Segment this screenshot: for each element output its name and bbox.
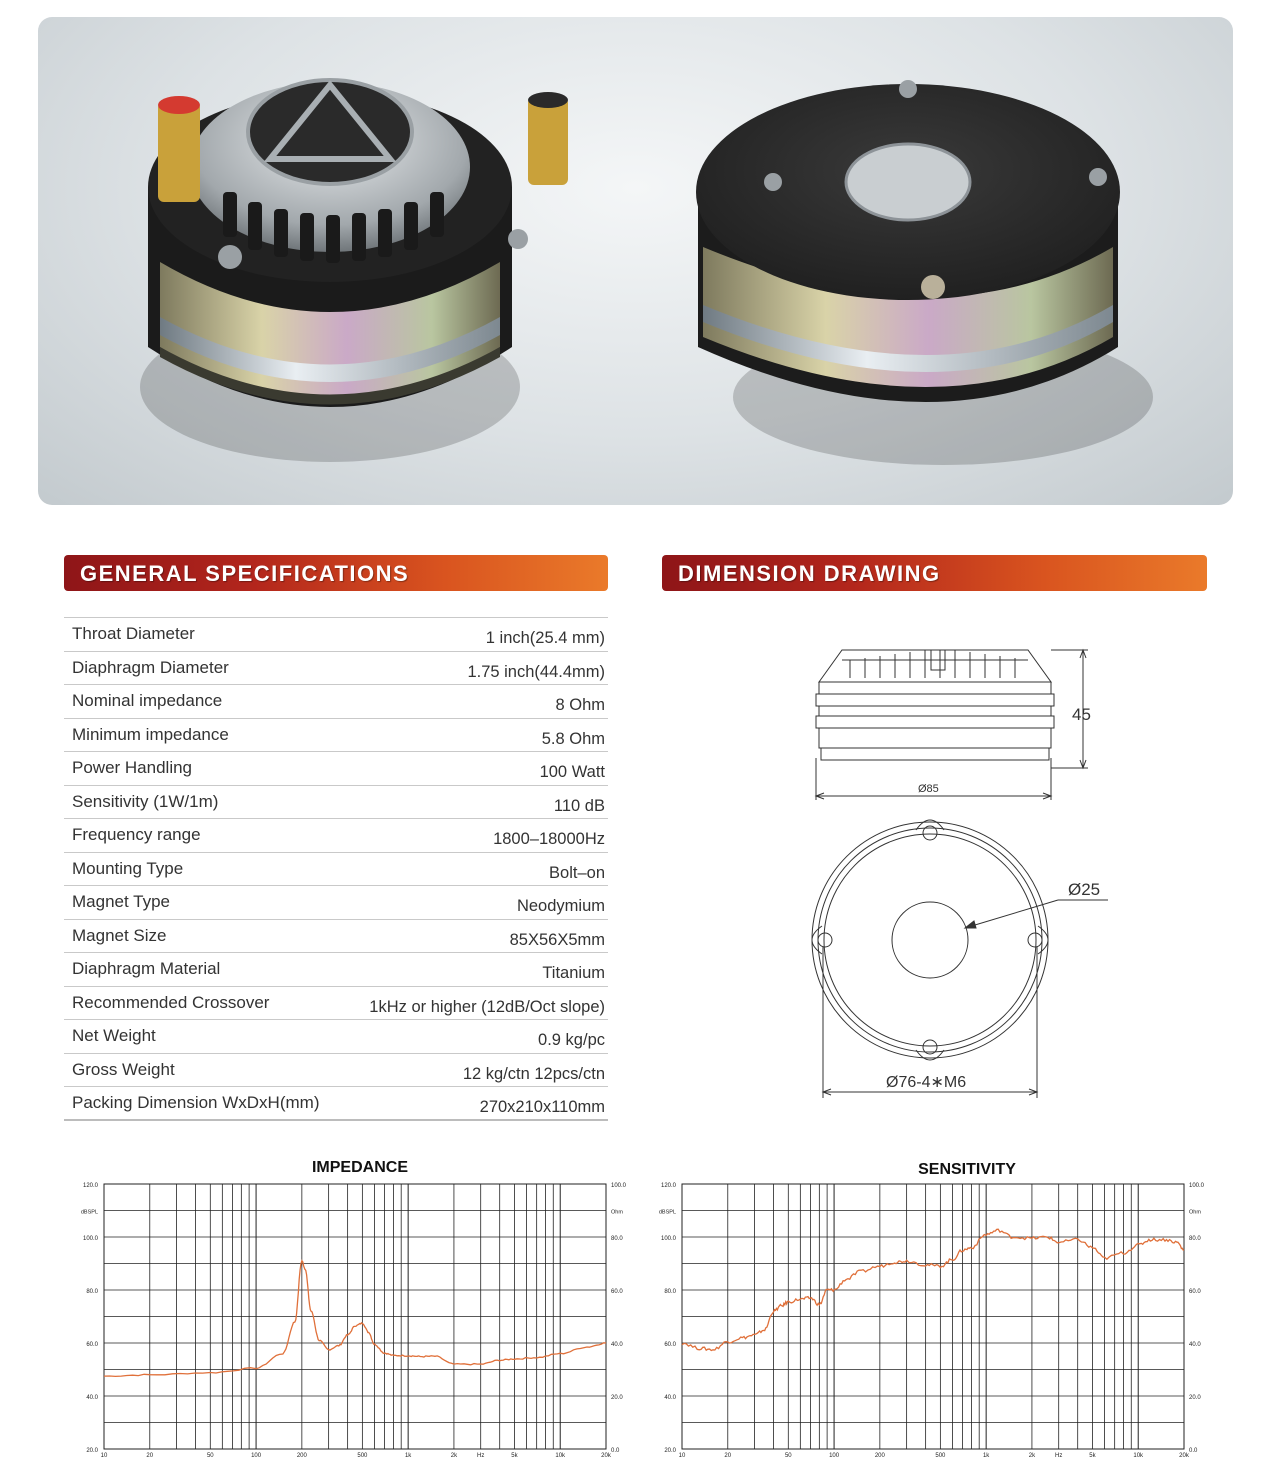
spec-value: 12 kg/ctn 12pcs/ctn: [462, 1064, 605, 1083]
y-tick-left: 120.0: [660, 1183, 676, 1189]
y-tick-right: 60.0: [1189, 1289, 1201, 1295]
impedance-chart-title: IMPEDANCE: [311, 1159, 408, 1176]
y-tick-left: 60.0: [664, 1342, 676, 1348]
top-view-outline: [812, 820, 1108, 1098]
dimension-drawing: [790, 630, 1130, 1110]
height-label: 45: [1072, 705, 1091, 724]
spec-label: Magnet Type: [72, 892, 170, 911]
x-tick: 20k: [1179, 1453, 1189, 1459]
x-tick: 100: [251, 1453, 262, 1459]
x-tick: 200: [296, 1453, 307, 1459]
spec-row: [64, 786, 608, 820]
spec-row: [64, 719, 608, 753]
x-tick: 5k: [511, 1453, 518, 1459]
y-tick-left: 40.0: [86, 1395, 98, 1401]
spec-label: Power Handling: [72, 758, 193, 777]
spec-label: Recommended Crossover: [72, 992, 270, 1012]
impedance-chart: [70, 1177, 640, 1459]
driver-front-image: [140, 80, 568, 462]
spec-row: [64, 853, 608, 887]
spec-value: 1800–18000Hz: [493, 830, 605, 848]
y-tick-right: 0.0: [611, 1448, 620, 1454]
x-tick: 5k: [1089, 1453, 1096, 1459]
spec-label: Sensitivity (1W/1m): [72, 791, 219, 811]
spec-row: [64, 819, 608, 853]
spec-value: 270x210x110mm: [479, 1098, 605, 1116]
y-tick-left: 100.0: [660, 1236, 676, 1242]
product-photo-banner: [38, 17, 1233, 505]
y-tick-left: 120.0: [82, 1183, 98, 1189]
spec-row: [64, 920, 608, 954]
y-tick-right: 40.0: [611, 1342, 623, 1348]
x-tick: 1k: [982, 1453, 990, 1459]
y-tick-left: 80.0: [86, 1289, 98, 1295]
y-tick-left: 60.0: [86, 1342, 98, 1348]
spec-value: 8 Ohm: [555, 696, 605, 714]
y-tick-right: 20.0: [1189, 1395, 1201, 1401]
x-tick: 200: [874, 1453, 885, 1459]
spec-label: Minimum impedance: [72, 724, 229, 744]
spec-value: Neodymium: [516, 897, 605, 915]
spec-value: 1 inch(25.4 mm): [485, 629, 605, 647]
dimension-drawing-header: DIMENSION DRAWING: [662, 555, 1207, 591]
spec-label: Diaphragm Material: [72, 959, 221, 978]
y-tick-left: 80.0: [664, 1289, 676, 1295]
y-unit-right: Ohm: [1189, 1209, 1201, 1216]
sensitivity-chart-title: SENSITIVITY: [918, 1161, 1016, 1178]
x-axis-label: Hz: [1055, 1453, 1063, 1459]
x-tick: 10: [678, 1453, 686, 1459]
spec-label: Net Weight: [72, 1026, 156, 1045]
y-tick-right: 80.0: [611, 1236, 623, 1242]
x-tick: 2k: [1028, 1453, 1036, 1459]
y-tick-left: 20.0: [86, 1448, 98, 1454]
sensitivity-chart: [648, 1177, 1218, 1459]
spec-row: [64, 1020, 608, 1054]
spec-label: Packing Dimension WxDxH(mm): [72, 1093, 320, 1112]
spec-row: [64, 953, 608, 987]
x-tick: 20: [724, 1453, 732, 1459]
y-unit-left: dBSPL: [80, 1209, 98, 1216]
spec-row: [64, 886, 608, 920]
width-label: Ø85: [918, 783, 939, 795]
mount-diameter-label: Ø76-4∗M6: [886, 1074, 967, 1091]
throat-diameter-label: Ø25: [1068, 880, 1101, 899]
x-tick: 50: [206, 1453, 214, 1459]
spec-value: Titanium: [542, 964, 605, 982]
y-tick-right: 60.0: [611, 1289, 623, 1295]
x-tick: 1k: [404, 1453, 412, 1459]
spec-value: 1kHz or higher (12dB/Oct slope): [369, 997, 605, 1016]
y-tick-right: 100.0: [1189, 1183, 1205, 1189]
y-tick-left: 40.0: [664, 1395, 676, 1401]
general-specifications-header: GENERAL SPECIFICATIONS: [64, 555, 608, 591]
spec-row: [64, 752, 608, 786]
spec-row: [64, 685, 608, 719]
spec-value: 85X56X5mm: [509, 930, 605, 949]
y-tick-left: 100.0: [82, 1236, 98, 1242]
spec-row: [64, 987, 608, 1021]
x-tick: 10k: [555, 1453, 566, 1459]
y-unit-left: dBSPL: [658, 1209, 676, 1216]
x-tick: 500: [935, 1453, 946, 1459]
spec-value: 100 Watt: [539, 763, 605, 781]
x-axis-label: Hz: [477, 1453, 485, 1459]
y-tick-right: 80.0: [1189, 1236, 1201, 1242]
x-tick: 10: [100, 1453, 108, 1459]
spec-label: Frequency range: [72, 825, 201, 844]
spec-value: 5.8 Ohm: [541, 729, 605, 748]
x-tick: 20: [146, 1453, 154, 1459]
spec-row: [64, 618, 608, 652]
spec-value: Bolt–on: [549, 863, 605, 882]
spec-label: Magnet Size: [72, 925, 167, 945]
spec-label: Nominal impedance: [72, 691, 223, 710]
spec-label: Gross Weight: [72, 1059, 175, 1079]
y-tick-right: 100.0: [611, 1183, 627, 1189]
spec-label: Diaphragm Diameter: [72, 657, 229, 677]
spec-label: Throat Diameter: [72, 624, 195, 643]
y-tick-right: 0.0: [1189, 1448, 1198, 1454]
series-line-impedance: [104, 1261, 606, 1377]
x-tick: 500: [357, 1453, 368, 1459]
x-tick: 100: [829, 1453, 840, 1459]
spec-row: [64, 1054, 608, 1088]
y-unit-right: Ohm: [611, 1209, 623, 1216]
spec-row: [64, 652, 608, 686]
x-tick: 2k: [450, 1453, 458, 1459]
x-tick: 10k: [1133, 1453, 1144, 1459]
y-tick-left: 20.0: [664, 1448, 676, 1454]
side-view-outline: [816, 650, 1088, 800]
x-tick: 50: [784, 1453, 792, 1459]
spec-label: Mounting Type: [72, 858, 184, 878]
chart-grid: [682, 1184, 1184, 1449]
chart-grid: [104, 1184, 606, 1449]
y-tick-right: 40.0: [1189, 1342, 1201, 1348]
x-tick: 20k: [601, 1453, 611, 1459]
driver-back-image: [696, 80, 1153, 465]
spec-value: 0.9 kg/pc: [538, 1031, 605, 1049]
spec-value: 110 dB: [553, 796, 605, 815]
spec-row: [64, 1087, 608, 1121]
y-tick-right: 20.0: [611, 1395, 623, 1401]
spec-value: 1.75 inch(44.4mm): [467, 662, 605, 681]
specifications-table: [64, 617, 608, 1121]
